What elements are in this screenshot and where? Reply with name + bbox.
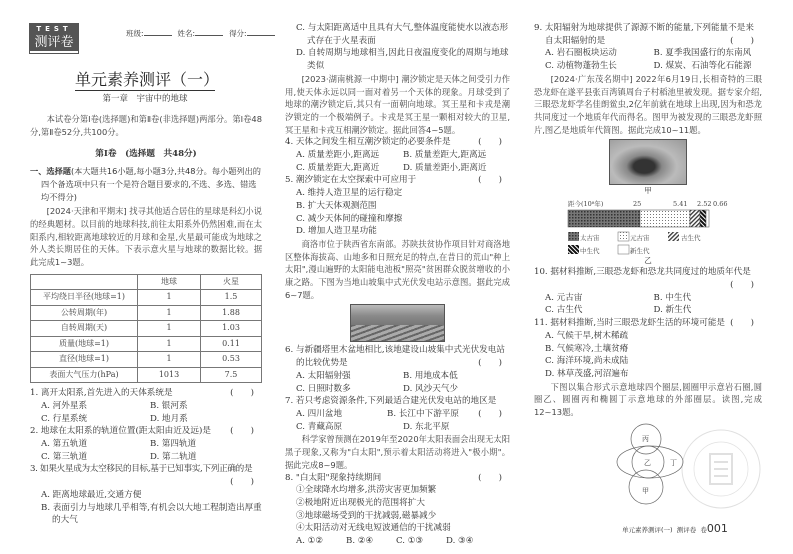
passage-2: [2023·湖南桃源一中期中] 潮汐锁定是天体之间受引力作用,使天体永远以同一面对着另一个天体的现象。月球受到了地球的潮汐锁定后,其只有一面朝向地球。冥王星和卡戎是潮汐锁定的一个极端例子。卡戎是冥王星一颗相对较大的卫星,冥王星和卡戎互相潮汐锁定。据此回答4~5题。	[285, 73, 510, 135]
triops-photo	[609, 139, 687, 185]
mars-earth-table	[30, 274, 262, 384]
legend-cenozoic: 新生代	[630, 247, 650, 256]
q2-option-d[interactable]: D. 第二轨道	[150, 451, 197, 462]
column-2	[285, 22, 510, 548]
question-3: 3. 如果火星成为太空移民的目标,基于已知事实,下列正确的是	[30, 464, 253, 475]
table-row: 直径(地球=1) 1 0.53	[31, 352, 262, 368]
passage-3: 商洛市位于陕西省东南部。苏陕扶贫协作项目针对商洛地区整体海拔高、山地多和日照充足的特点,在昔日的荒山"种上太阳",漫山遍野的太阳能电池板"照亮"贫困群众脱贫增收的小康之路。下图为当地山坡集中式光伏发电站示意图。据此完成6~7题。	[285, 238, 510, 300]
q2-option-b[interactable]: B. 第四轨道	[150, 439, 197, 450]
q8-option-a[interactable]: A. ①②	[296, 536, 324, 547]
q7-option-b[interactable]: B. 长江中下游平原	[387, 408, 459, 419]
q11-option-c[interactable]: C. 海洋环境,尚未成陆	[545, 356, 629, 367]
venn-label-bing: 丙	[642, 434, 649, 443]
bar-archean	[568, 210, 640, 227]
q3-option-b[interactable]: B. 表面引力与地球几乎相等,有机会以大地工程制造出厚重的大气	[41, 502, 262, 526]
passage-4: 科学家曾预测在2019年至2020年太阳表面会出现无太阳黑子现象,又称为"白太阳",预示着太阳活动将进入"极小期"。据此完成8~9题。	[285, 434, 510, 470]
score-field[interactable]	[247, 27, 275, 36]
tick-5.41: 5.41	[673, 200, 688, 209]
name-field[interactable]	[195, 27, 223, 36]
legend-swatch-mesozoic	[568, 245, 579, 254]
q8-statement-2: ②极地附近出现极光的范围将扩大	[296, 497, 425, 508]
q2-option-c[interactable]: C. 第三轨道	[41, 451, 88, 462]
q3-option-c[interactable]: C. 与太阳距离适中且具有大气,整体温度能使水以液态形式存在于火星表面	[296, 23, 509, 46]
section-title: 第Ⅰ卷 (选择题 共48分)	[95, 149, 197, 160]
table-row: 自转周期(天) 1 1.03	[31, 321, 262, 337]
q10-answer-paren: ( )	[730, 280, 754, 291]
q5-option-d[interactable]: D. 增加人造卫星功能	[296, 226, 377, 237]
q1-option-a[interactable]: A. 河外星系	[41, 400, 88, 411]
earth-spheres-venn-diagram	[600, 421, 700, 507]
legend-swatch-archean	[568, 232, 579, 241]
legend-swatch-paleozoic	[668, 232, 679, 241]
figure-label-jia: 甲	[644, 186, 652, 196]
q8-statement-3: ③地球磁场受到的干扰减弱,磁暴减少	[296, 510, 437, 521]
q7-option-a[interactable]: A. 四川盆地	[296, 408, 343, 419]
q4-option-b[interactable]: B. 质量差距大,距离远	[403, 150, 487, 161]
question-4: 4. 天体之间发生相互潮汐锁定的必要条件是 ( )	[285, 137, 502, 148]
q3-option-a[interactable]: A. 距离地球最近,交通方便	[41, 489, 142, 500]
q2-option-a[interactable]: A. 第五轨道	[41, 439, 88, 450]
q11-option-d[interactable]: D. 林草茂盛,河沼遍布	[545, 368, 629, 379]
geologic-time-chart	[560, 196, 760, 256]
q6-option-d[interactable]: D. 风沙天气少	[403, 383, 459, 394]
q6-option-b[interactable]: B. 用地成本低	[403, 370, 458, 381]
table-header: 地球 火星	[31, 274, 262, 290]
q11-option-b[interactable]: B. 气候寒冷,土壤贫瘠	[545, 343, 629, 354]
q6-option-c[interactable]: C. 日照时数多	[296, 383, 351, 394]
questions-1-3	[30, 387, 262, 527]
tick-2.52: 2.52	[697, 200, 712, 209]
legend-paleozoic: 古生代	[681, 234, 701, 243]
q8-statement-1: ①全球降水均增多,洪涝灾害更加频繁	[296, 485, 437, 496]
passage-1: [2024·天津和平期末] 找寻其他适合居住的星球是科幻小说的经典题材。以目前的地球科技,前往太阳系外仍然困难,而在太阳系内,相较距离地球较近的月球和金星,火星最可能成为地球之外人类长期居住的天体。下表示意火星与地球的数据比较。据此完成1~3题。	[30, 206, 262, 268]
question-10: 10. 据材料推断,三眼恐龙虾和恐龙共同度过的地质年代是	[534, 267, 751, 278]
q8-option-d[interactable]: D. ③④	[446, 536, 474, 547]
tick-0.66: 0.66	[713, 200, 728, 209]
class-field[interactable]	[144, 27, 172, 36]
table-row: 质量(地球=1) 1 0.11	[31, 336, 262, 352]
question-1: 1. 离开太阳系,首先进入的天体系统是 ( )	[30, 388, 254, 399]
q7-option-d[interactable]: D. 东北平原	[403, 421, 450, 432]
question-2: 2. 地球在太阳系的轨道位置(距太阳由近及远)是 ( )	[30, 426, 254, 437]
venn-label-yi: 乙	[644, 458, 651, 467]
question-6: 6. 与新疆塔里木盆地相比,该地建设山坡集中式光伏发电站的比较优势是 ( )	[285, 345, 505, 369]
q9-option-c[interactable]: C. 动植物蓬勃生长	[545, 61, 617, 72]
q10-option-a[interactable]: A. 元古宙	[545, 292, 583, 303]
q3-option-d[interactable]: D. 自转周期与地球相当,因此日夜温度变化的周期与地球类似	[296, 48, 509, 72]
table-row: 表面大气压力(hPa) 1013 7.5	[31, 367, 262, 383]
page-number: 001	[706, 522, 728, 535]
question-9: 9. 太阳辐射为地球提供了源源不断的能量,下列能量不是来自太阳辐射的是 ( )	[534, 23, 754, 46]
q1-option-c[interactable]: C. 行星系统	[41, 413, 88, 424]
bar-proterozoic	[640, 210, 690, 227]
solar-station-photo	[350, 304, 445, 342]
q4-option-d[interactable]: D. 质量差距小,距离近	[403, 162, 487, 173]
page-title: 单元素养测评（一）	[75, 70, 220, 89]
student-info-fields: 班级: 姓名: 得分:	[126, 27, 281, 41]
q10-option-b[interactable]: B. 中生代	[653, 292, 692, 303]
question-5: 5. 潮汐锁定在太空探索中可应用于 ( )	[285, 175, 502, 186]
question-8: 8. "白太阳"现象持续期间 ( )	[285, 472, 502, 483]
page-subtitle: 第一章 宇宙中的地球	[102, 94, 188, 104]
q5-option-b[interactable]: B. 扩大天体观测范围	[296, 200, 377, 211]
q9-option-d[interactable]: D. 煤炭、石油等化石能源	[653, 61, 752, 72]
q10-option-c[interactable]: C. 古生代	[545, 305, 583, 316]
q8-option-c[interactable]: C. ①③	[396, 536, 424, 547]
q11-option-a[interactable]: A. 气候干旱,树木稀疏	[545, 330, 629, 341]
venn-label-jia: 甲	[642, 486, 649, 495]
legend-swatch-proterozoic	[618, 232, 629, 241]
q10-option-d[interactable]: D. 新生代	[653, 305, 692, 316]
tick-25: 25	[633, 200, 642, 209]
test-logo: TEST 测评卷	[30, 24, 78, 53]
q4-option-a[interactable]: A. 质量差距小,距离远	[296, 150, 380, 161]
bar-paleozoic	[690, 210, 700, 227]
bar-mesozoic	[700, 210, 706, 227]
q3-answer-paren: ( )	[230, 477, 254, 488]
question-7: 7. 若只考虑资源条件,下列最适合建光伏发电站的地区是 ( )	[285, 396, 502, 419]
table-row: 平均绕日半径(地球=1) 1 1.5	[31, 290, 262, 306]
bar-cenozoic	[706, 210, 709, 227]
part1-instructions: 一、选择题(本大题共16小题,每小题3分,共48分。每小题列出的四个备选项中只有一个是符合题目要求的,不选、多选、错选均不得分)	[30, 166, 261, 202]
intro-text: 本试卷分第Ⅰ卷(选择题)和第Ⅱ卷(非选择题)两部分。第Ⅰ卷48分,第Ⅱ卷52分,共100分。	[30, 114, 262, 137]
legend-archean: 太古宙	[580, 234, 600, 243]
q7-option-c[interactable]: C. 青藏高原	[296, 421, 343, 432]
question-11: 11. 据材料推断,当时三眼恐龙虾生活的环境可能是 ( )	[534, 318, 754, 329]
q8-statement-4: ④太阳活动对无线电短波通信的干扰减弱	[296, 523, 451, 534]
q5-option-a[interactable]: A. 维持人造卫星的运行稳定	[296, 188, 403, 199]
figure-label-yi: 乙	[644, 256, 652, 266]
passage-5: [2024·广东茂名期中] 2022年6月19日,长相奇特的三眼恐龙虾在遂平县张百湾镇周台子村稻池里被发现。据专家介绍,三眼恐龙虾学名佳朗鲎虫,2亿年前就在地球上出现,因为和恐龙共同度过一个地质年代而得名。图甲为被发现的三眼恐龙虾照片,图乙是地质年代简图。据此完成10~11题。	[534, 73, 762, 135]
legend-swatch-cenozoic	[618, 245, 629, 254]
column-1	[30, 113, 262, 527]
q1-option-d[interactable]: D. 地月系	[150, 413, 188, 424]
venn-label-ding: 丁	[670, 458, 677, 467]
q4-option-c[interactable]: C. 质量差距大,距离近	[296, 162, 380, 173]
q5-option-c[interactable]: C. 减少天体间的碰撞和摩擦	[296, 213, 403, 224]
q9-option-a[interactable]: A. 岩石圈板块运动	[545, 48, 617, 59]
column-3	[534, 22, 762, 507]
table-row: 公转周期(年) 1 1.88	[31, 305, 262, 321]
q8-option-b[interactable]: B. ②④	[346, 536, 374, 547]
q6-option-a[interactable]: A. 太阳辐射强	[296, 370, 351, 381]
chart-axis-label: 距今(10⁸年)	[568, 200, 604, 209]
passage-6: 下图以集合形式示意地球四个圈层,圆圈甲示意岩石圈,圆圈乙、圆圈丙和椭圆丁示意地球的外部圈层。读图,完成12~13题。	[534, 381, 762, 418]
q1-option-b[interactable]: B. 银河系	[150, 400, 188, 411]
legend-proterozoic: 元古宙	[630, 234, 650, 243]
page-footer: 单元素养测评(一) 测评卷 卷001	[622, 522, 728, 535]
q9-option-b[interactable]: B. 夏季我国盛行的东南风	[653, 48, 752, 59]
legend-mesozoic: 中生代	[580, 247, 600, 256]
